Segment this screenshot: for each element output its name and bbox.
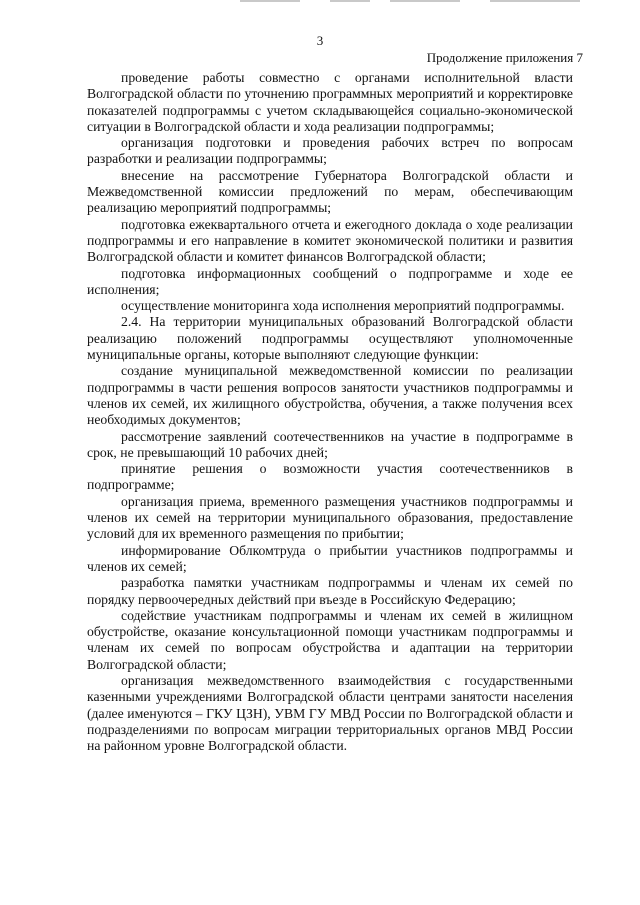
- paragraph: подготовка информационных сообщений о подпрограмме и ходе ее исполнения;: [87, 265, 573, 297]
- paragraph: внесение на рассмотрение Губернатора Волгоградской области и Межведомственной комиссии предложений по мерам, обеспечивающим реализацию мероприятий подпрограммы;: [87, 167, 573, 216]
- paragraph: разработка памятки участникам подпрограммы и членам их семей по порядку первоочередных действий при въезде в Российскую Федерацию;: [87, 575, 573, 607]
- paragraph: создание муниципальной межведомственной комиссии по реализации подпрограммы в части решения вопросов занятости участников подпрограммы и членов их семей, их жилищного обустройства, обучения, а также получения всех необходимых документов;: [87, 363, 573, 428]
- paragraph: рассмотрение заявлений соотечественников на участие в подпрограмме в срок, не превышающий 10 рабочих дней;: [87, 428, 573, 460]
- paragraph: организация межведомственного взаимодействия с государственными казенными учреждениями Волгоградской области центрами занятости населения (далее именуются – ГКУ ЦЗН), УВМ ГУ МВД России по Волгоградской области и подразделениями по вопросам миграции территориальных органов МВД России на районном уровне Волгоградской области.: [87, 672, 573, 754]
- section-paragraph: 2.4. На территории муниципальных образований Волгоградской области реализацию положений подпрограммы осуществляют уполномоченные муниципальные органы, которые выполняют следующие функции:: [87, 314, 573, 363]
- paragraph: принятие решения о возможности участия соотечественников в подпрограмме;: [87, 461, 573, 493]
- page-number: 3: [316, 33, 324, 48]
- document-body: [87, 70, 573, 754]
- appendix-continuation-note: Продолжение приложения 7: [426, 50, 583, 65]
- paragraph: содействие участникам подпрограммы и членам их семей в жилищном обустройстве, оказание консультационной помощи участникам подпрограммы и членам их семей по вопросам обустройства и адаптации на территории Волгоградской области;: [87, 607, 573, 672]
- paragraph: организация приема, временного размещения участников подпрограммы и членов их семей на территории муниципального образования, предоставление условий для их временного размещения по прибытии;: [87, 493, 573, 542]
- paragraph: осуществление мониторинга хода исполнения мероприятий подпрограммы.: [121, 298, 565, 314]
- paragraph: организация подготовки и проведения рабочих встреч по вопросам разработки и реализации подпрограммы;: [87, 135, 573, 167]
- scan-edge-marks: [240, 0, 640, 3]
- paragraph: подготовка ежеквартального отчета и ежегодного доклада о ходе реализации подпрограммы и его направление в комитет экономической политики и развития Волгоградской области и комитет финансов Волгоградской области;: [87, 216, 573, 265]
- paragraph: информирование Облкомтруда о прибытии участников подпрограммы и членов их семей;: [87, 542, 573, 574]
- paragraph: проведение работы совместно с органами исполнительной власти Волгоградской области по уточнению программных мероприятий и корректировке показателей подпрограммы с учетом складывающейся социально-экономической ситуации в Волгоградской области и хода реализации подпрограммы;: [87, 70, 573, 134]
